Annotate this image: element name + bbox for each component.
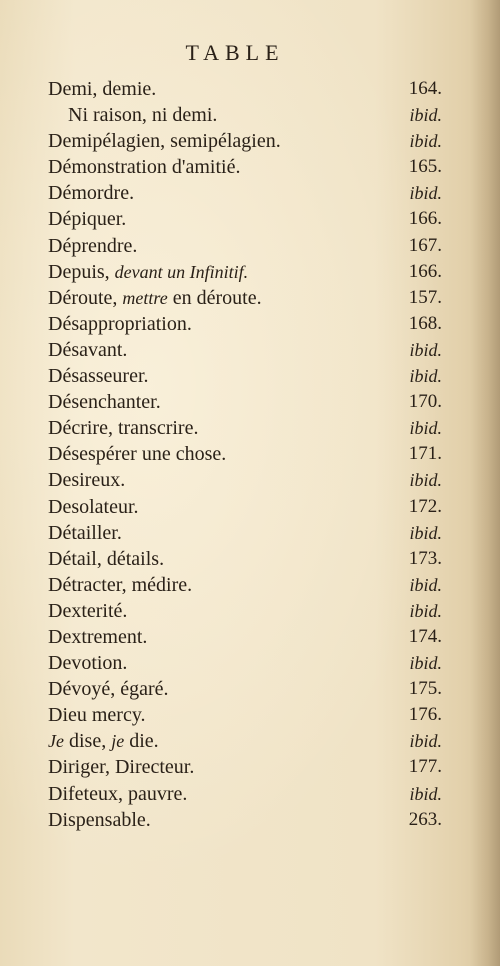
entry-term-text: Déroute, (48, 286, 118, 309)
entry-page: ibid. (409, 470, 442, 491)
index-entry (0, 467, 500, 493)
entry-term: Désavant. (48, 338, 128, 361)
index-entry (0, 676, 500, 702)
index-entry (0, 285, 500, 311)
entry-term: Déprendre. (48, 234, 138, 257)
index-entry (0, 180, 500, 206)
entry-term: Démonstration d'amitié. (48, 156, 241, 179)
entry-term: Désasseurer. (48, 365, 149, 388)
index-entry (0, 415, 500, 441)
entry-page: 171. (408, 443, 442, 465)
entry-term-after: en déroute. (172, 286, 262, 309)
entry-page: 166. (408, 208, 442, 230)
entry-page: ibid. (409, 131, 442, 152)
index-entry (0, 598, 500, 624)
entry-term: Diriger, Directeur. (48, 756, 195, 779)
entry-term: Difeteux, pauvre. (48, 782, 188, 805)
entry-term-italic: devant un Infinitif. (114, 261, 249, 282)
index-entry (0, 494, 500, 520)
entry-term: Détailler. (48, 521, 122, 544)
entry-page: ibid. (409, 183, 442, 204)
entry-term: Dépiquer. (48, 208, 127, 231)
index-entry (0, 311, 500, 337)
index-entry (0, 702, 500, 728)
index-entry (0, 754, 500, 780)
entry-term: Désenchanter. (48, 391, 161, 414)
entry-page: ibid. (409, 731, 442, 752)
entry-page: 263. (408, 808, 442, 830)
entry-page: 173. (408, 547, 442, 569)
index-list (0, 76, 500, 833)
entry-term: Dextrement. (48, 625, 148, 648)
entry-page: 166. (408, 260, 442, 282)
entry-page: ibid. (409, 600, 442, 621)
index-entry (0, 624, 500, 650)
entry-term: Désespérer une chose. (48, 443, 227, 466)
entry-term: Ni raison, ni demi. (68, 104, 218, 127)
entry-page: 164. (408, 78, 442, 99)
index-entry (0, 441, 500, 467)
entry-term: Dieu mercy. (48, 704, 146, 727)
page-heading: TABLE (185, 40, 285, 65)
entry-term: Desolateur. (48, 495, 139, 518)
entry-term: Décrire, transcrire. (48, 417, 199, 440)
index-entry (0, 389, 500, 415)
entry-page: 175. (408, 678, 442, 700)
entry-term (48, 728, 159, 754)
entry-term: Dispensable. (48, 808, 151, 831)
index-entry (0, 807, 500, 833)
index-entry (0, 728, 500, 754)
entry-term-text: Depuis, (48, 260, 110, 283)
entry-page: 167. (408, 234, 442, 256)
entry-term: Desireux. (48, 469, 126, 492)
entry-term: Demi, demie. (48, 78, 157, 100)
entry-term: Démordre. (48, 182, 135, 205)
index-entry (0, 572, 500, 598)
index-entry (0, 102, 500, 128)
entry-term (48, 285, 262, 311)
entry-page: ibid. (409, 574, 442, 595)
entry-page: ibid. (409, 366, 442, 387)
index-entry (0, 233, 500, 259)
entry-page: 176. (408, 704, 442, 726)
entry-term (48, 259, 248, 285)
index-entry (0, 76, 500, 102)
entry-page: 168. (408, 312, 442, 334)
entry-page: ibid. (409, 783, 442, 804)
entry-page: 177. (408, 756, 442, 778)
entry-term-italic: Je (48, 731, 64, 752)
entry-term: Dexterité. (48, 599, 128, 622)
entry-page: 165. (408, 156, 442, 178)
entry-term-italic: mettre (122, 287, 168, 308)
entry-page: 174. (408, 625, 442, 647)
entry-page: 170. (408, 391, 442, 413)
entry-term-italic: je (111, 731, 125, 752)
entry-page: 157. (408, 286, 442, 308)
entry-page: 172. (408, 495, 442, 517)
entry-page: ibid. (409, 418, 442, 439)
index-entry (0, 546, 500, 572)
index-entry (0, 650, 500, 676)
index-entry (0, 206, 500, 232)
entry-page: ibid. (409, 653, 442, 674)
entry-page: ibid. (409, 522, 442, 543)
entry-term-after: die. (129, 730, 159, 753)
index-entry (0, 128, 500, 154)
index-entry (0, 154, 500, 180)
entry-term: Détail, détails. (48, 547, 165, 570)
entry-term: Détracter, médire. (48, 573, 193, 596)
entry-term: Devotion. (48, 652, 128, 675)
entry-term-text: dise, (68, 730, 107, 753)
index-entry (0, 337, 500, 363)
index-entry (0, 520, 500, 546)
entry-page: ibid. (409, 339, 442, 360)
index-entry (0, 781, 500, 807)
entry-term: Dévoyé, égaré. (48, 678, 169, 701)
index-entry (0, 363, 500, 389)
entry-page: ibid. (409, 105, 442, 126)
entry-term: Désappropriation. (48, 312, 192, 335)
index-entry (0, 259, 500, 285)
entry-term: Demipélagien, semipélagien. (48, 130, 281, 153)
